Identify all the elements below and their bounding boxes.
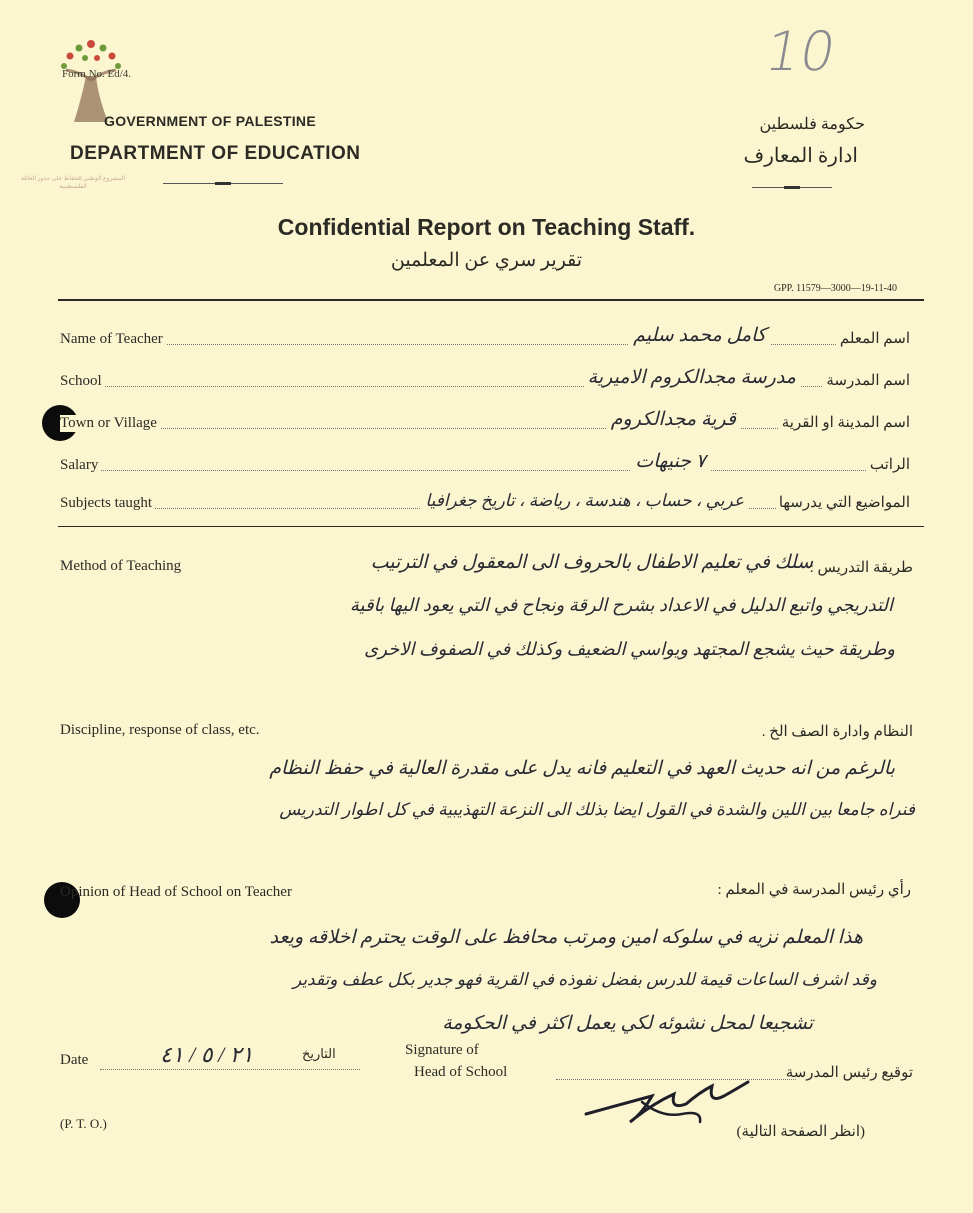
field-label-ar: اسم المعلم [837,329,910,348]
field-value: مدرسة مجدالكروم الاميرية [584,366,800,389]
signature-label-ar: توقيع رئيس المدرسة [785,1065,913,1081]
opinion-label-ar: رأي رئيس المدرسة في المعلم : [717,882,911,898]
field-label-en: School [60,373,105,390]
field-label-en: Salary [60,457,101,474]
method-line-1: سلك في تعليم الاطفال بالحروف الى المعقول في الترتيب [370,552,813,573]
print-code: GPP. 11579—3000—19-11-40 [773,283,897,294]
date-value: ٢١ / ٥ / ٤١ [160,1042,254,1067]
field-value: ٧ جنيهات [631,450,710,473]
pto-en: (P. T. O.) [60,1116,107,1131]
field-label-ar: اسم المدينة او القرية [779,413,910,432]
watermark-caption: المشروع الوطني للحفاظ على جذور العائلة الفلسطينية [20,176,126,190]
report-title-en: Confidential Report on Teaching Staff. [277,214,696,240]
date-label-ar: التاريخ [302,1046,336,1061]
government-title-en: GOVERNMENT OF PALESTINE [104,113,316,129]
government-title-ar: حكومة فلسطين [759,116,865,133]
header-divider-left [163,183,283,184]
discipline-label-ar: النظام وادارة الصف الخ . [761,724,913,740]
fields-rule [58,526,924,527]
opinion-line-1: هذا المعلم نزيه في سلوكه امين ومرتب محافظ على الوقت يحترم اخلاقه ويعد [269,927,863,948]
field-label-ar: اسم المدرسة [823,371,910,390]
discipline-line-1: بالرغم من انه حديث العهد في التعليم فانه يدل على مقدرة العالية في حفظ النظام [269,758,895,779]
field-value: عربي ، حساب ، هندسة ، رياضة ، تاريخ جغرافيا [421,491,748,511]
method-label-en: Method of Teaching [60,558,182,574]
field-value: قرية مجدالكروم [607,408,740,431]
opinion-label-en: Opinion of Head of School on Teacher [60,884,292,900]
field-label-en: Town or Village [60,415,160,432]
department-title-ar: ادارة المعارف [743,145,858,167]
page-number: 10 [760,20,841,83]
top-rule [58,299,924,301]
pto-ar: (انظر الصفحة التالية) [736,1124,865,1140]
date-line [100,1069,360,1070]
method-line-2: التدريجي واتبع الدليل في الاعداد بشرح الرقة ونجاح في التي يعود اليها باقية [349,595,893,615]
method-label-ar: طريقة التدريس : [809,560,913,576]
opinion-line-2: وقد اشرف الساعات قيمة للدرس بفضل نفوذه في القرية فهو جدير بكل عطف وتقدير [292,970,877,989]
form-number: Form No. Ed/4. [62,68,132,80]
field-label-en: Name of Teacher [60,331,166,348]
field-name-of-teacher [60,324,910,350]
department-title-en: DEPARTMENT OF EDUCATION [70,143,361,164]
signature-label-2: Head of School [414,1064,508,1080]
field-label-ar: المواضيع التي يدرسها [776,493,910,512]
field-subjects-taught [60,488,910,514]
header-divider-right [752,187,832,188]
field-label-en: Subjects taught [60,495,155,512]
date-label-en: Date [60,1052,89,1068]
report-title-ar: تقرير سري عن المعلمين [390,250,583,271]
field-school [60,366,910,392]
discipline-line-2: فنراه جامعا بين اللين والشدة في القول ايضا بذلك الى النزعة التهذيبية في كل اطوار التدريس [279,800,915,819]
discipline-label-en: Discipline, response of class, etc. [60,722,260,738]
field-value: كامل محمد سليم [629,324,770,347]
field-label-ar: الراتب [867,455,910,474]
signature-label-1: Signature of [405,1042,479,1058]
signature-scribble [582,1074,752,1130]
field-town-or-village [60,408,910,434]
method-line-3: وطريقة حيث يشجع المجتهد ويواسي الضعيف وكذلك في الصفوف الاخرى [364,639,895,659]
field-salary [60,450,910,476]
opinion-line-3: تشجيعا لمحل نشوئه لكي يعمل اكثر في الحكومة [442,1013,813,1034]
